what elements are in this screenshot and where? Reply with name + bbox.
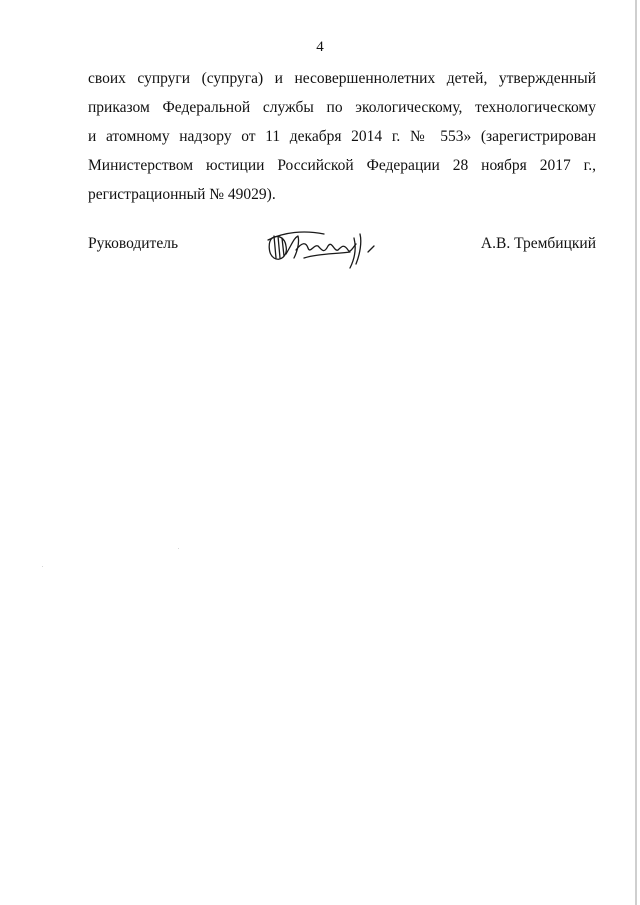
scan-artifact (42, 566, 43, 567)
signatory-name: А.В. Трембицкий (480, 235, 596, 252)
body-line: приказом Федеральной службы по экологическому, технологическому (88, 99, 596, 116)
body-line: регистрационный № 49029). (88, 186, 276, 203)
page-edge (635, 0, 637, 905)
page-number: 4 (316, 39, 324, 55)
body-line: своих супруги (супруга) и несовершеннолетних детей, утвержденный (88, 70, 596, 87)
body-paragraph (88, 64, 596, 209)
body-line: Министерством юстиции Российской Федерации 28 ноября 2017 г., (88, 157, 596, 174)
scan-artifact (178, 548, 179, 549)
body-line: и атомному надзору от 11 декабря 2014 г. № 553» (зарегистрирован (88, 128, 596, 145)
signature-block (88, 224, 596, 274)
signatory-title: Руководитель (88, 235, 179, 252)
handwritten-signature (264, 224, 384, 274)
